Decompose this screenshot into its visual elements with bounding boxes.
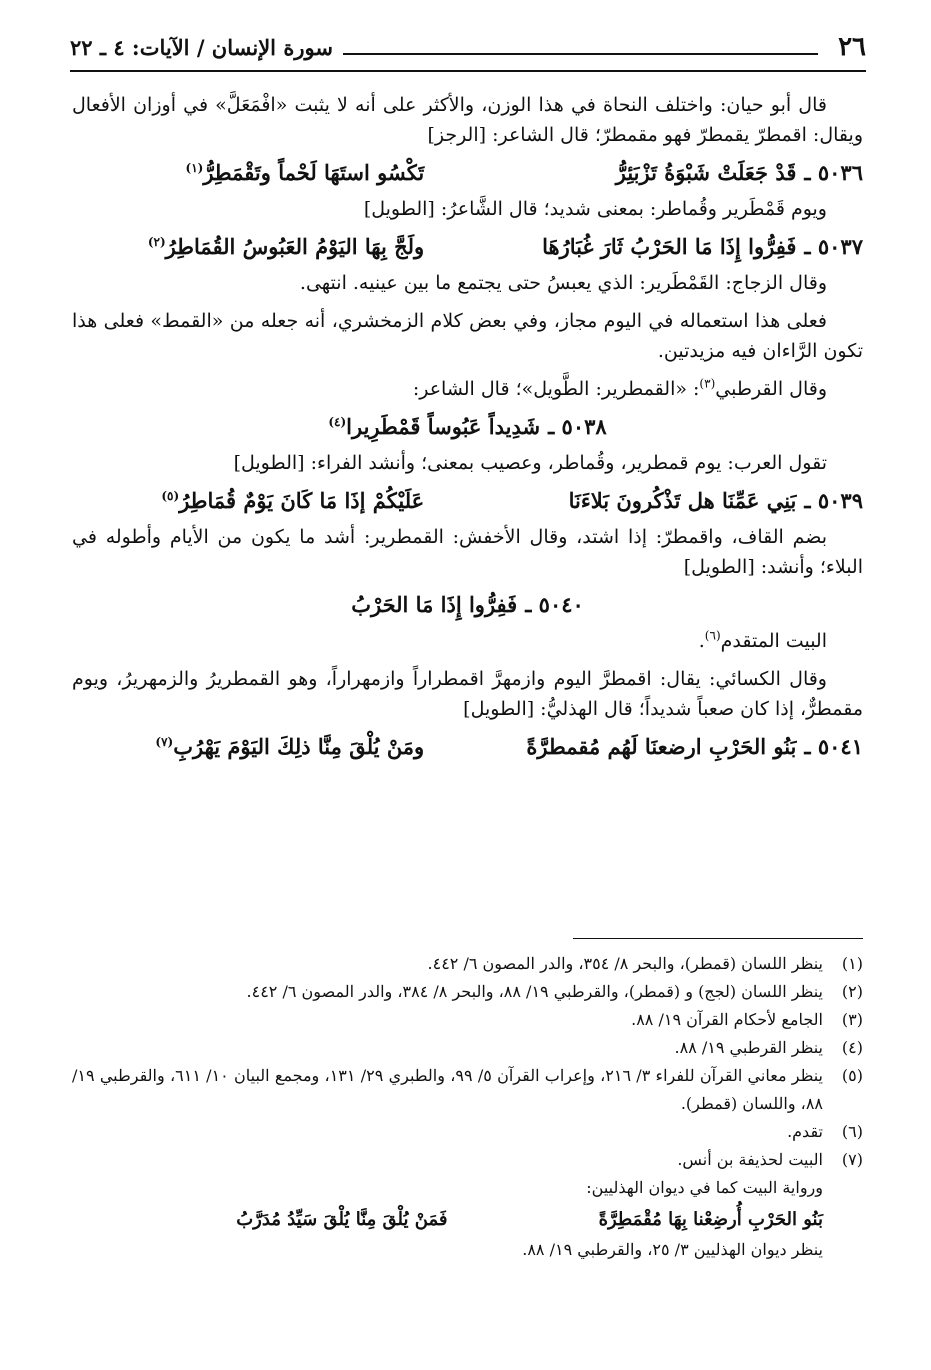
- verse-number: ٥٠٣٦ ـ: [804, 160, 863, 185]
- footnote-ref: (١): [185, 161, 204, 175]
- paragraph-8: البيت المتقدم$^{(٦)}$.: [698, 628, 827, 652]
- paragraph-6: تقول العرب: يوم قمطرير، وقُماطر، وعصيب بمعنى؛ وأنشد الفراء: [الطويل]: [233, 452, 827, 474]
- footnote-number: (٤): [841, 1038, 863, 1057]
- page-number: ٢٦: [838, 32, 866, 62]
- main-text: [72, 90, 863, 768]
- footnote-3: [72, 1006, 863, 1034]
- footnote-text: الجامع لأحكام القرآن ١٩/ ٨٨.: [631, 1010, 823, 1029]
- verse-hemistich-1: بَنُو الحَرْبِ أُرضِعْنا بِهَا مُقْمَطِرَّةً: [598, 1209, 823, 1230]
- footnote-7-verse: [72, 1206, 823, 1234]
- footnote-text: ينظر القرطبي ١٩/ ٨٨.: [674, 1038, 823, 1057]
- verse-5041: [72, 732, 863, 762]
- footnote-7: [72, 1146, 863, 1174]
- verse-5038: [72, 412, 863, 442]
- verse-hemistich-2: عَلَيْكُمْ إذَا مَا كَانَ يَوْمٌ قُمَاطِرُ$^{(٥)}$: [161, 488, 425, 513]
- paragraph-5: وقال القرطبي$^{(٣)}$: «القمطرير: الطَّويل»؛ قال الشاعر:: [412, 376, 827, 400]
- verse-number: ٥٠٣٩ ـ: [804, 488, 863, 513]
- verse-hemistich-2: ومَنْ يُلْقَ مِنَّا ذلِكَ اليَوْمَ يَهْرُبِ$^{(٧)}$: [155, 734, 425, 759]
- paragraph-3: وقال الزجاج: القَمْطَرير: الذي يعبسُ حتى يجتمع ما بين عينيه. انتهى.: [299, 272, 827, 294]
- footnote-rule: [573, 938, 863, 939]
- footnote-number: (٥): [841, 1066, 863, 1085]
- verse-hemistich-1: بَنُو الحَرْبِ ارضعنَا لَهُم مُقمطرَّةً: [526, 734, 797, 759]
- footnote-text: ينظر اللسان (قمطر)، والبحر ٨/ ٣٥٤، والدر المصون ٦/ ٤٤٢.: [427, 954, 823, 973]
- footnote-ref: (٣): [699, 376, 716, 391]
- footnote-ref: (٦): [704, 628, 721, 643]
- verse-number: ٥٠٤٠ ـ: [525, 592, 584, 617]
- footnote-5: [72, 1062, 863, 1118]
- footnote-2: [72, 978, 863, 1006]
- footnote-number: (٧): [841, 1150, 863, 1169]
- paragraph-9: وقال الكسائي: يقال: اقمطرَّ اليوم وازمهرَّ اقمطراراً وازمهراراً، وهو القمطريرُ والزمهريرُ، ويوم مقمطرٌّ، إذا كان صعباً شديداً؛ قال الهذليُّ: [الطويل]: [72, 668, 863, 720]
- footnote-ref: (٧): [155, 735, 174, 749]
- header-title: سورة الإنسان / الآيات: ٤ ـ ٢٢: [70, 34, 333, 60]
- verse-hemistich-1: فَفِرُّوا إِذَا مَا الحَرْبُ ثَارَ غُبَارُهَا: [542, 234, 797, 259]
- footnote-text: تقدم.: [787, 1122, 823, 1141]
- header-rule: [70, 70, 866, 72]
- footnote-text: ينظر اللسان (لجج) و (قمطر)، والقرطبي ١٩/ ٨٨، والبحر ٨/ ٣٨٤، والدر المصون ٦/ ٤٤٢.: [246, 982, 823, 1001]
- verse-hemistich-1: بَنِي عَمِّنَا هل تَذْكُرونَ بَلاءَنَا: [568, 488, 797, 513]
- running-header: [70, 30, 866, 64]
- footnote-4: [72, 1034, 863, 1062]
- footnote-ref: (٥): [161, 489, 180, 503]
- verse-number: ٥٠٣٨ ـ: [548, 414, 607, 439]
- verse-hemistich-1: قَدْ جَعَلَتْ شَبْوَةُ تَزْبَئِرُّ: [615, 160, 797, 185]
- footnote-number: (١): [841, 954, 863, 973]
- footnote-ref: (٢): [147, 235, 166, 249]
- footnote-7-variant-intro: ورواية البيت كما في ديوان الهذليين:: [586, 1178, 823, 1197]
- verse-hemistich-2: ولَجَّ بِهَا اليَوْمُ العَبُوسُ القُمَاطِرُ$^{(٢)}$: [147, 234, 425, 259]
- verse-5037: [72, 232, 863, 262]
- footnote-number: (٣): [841, 1010, 863, 1029]
- footnote-7-source: ينظر ديوان الهذليين ٣/ ٢٥، والقرطبي ١٩/ ٨٨.: [522, 1240, 823, 1259]
- verse-5039: [72, 486, 863, 516]
- paragraph-2: ويوم قَمْطَرير وقُماطر: بمعنى شديد؛ قال الشَّاعرُ: [الطويل]: [363, 198, 827, 220]
- footnote-number: (٢): [841, 982, 863, 1001]
- footnote-ref: (٤): [328, 415, 347, 429]
- footnote-1: [72, 950, 863, 978]
- footnotes: [72, 950, 863, 1264]
- paragraph-1: قال أبو حيان: واختلف النحاة في هذا الوزن، والأكثر على أنه لا يثبت «افْمَعَلَّ» في أوزان الأفعال ويقال: اقمطرّ يقمطرّ فهو مقمطرّ؛ قال الشاعر: [الرجز]: [72, 94, 863, 146]
- footnote-text: ينظر معاني القرآن للفراء ٣/ ٢١٦، وإعراب القرآن ٥/ ٩٩، والطبري ٢٩/ ١٣١، ومجمع البيان ١٠/ ٦١١، والقرطبي ١٩/ ٨٨، واللسان (قمطر).: [72, 1066, 824, 1113]
- header-line: [343, 39, 818, 55]
- paragraph-4: فعلى هذا استعماله في اليوم مجاز، وفي بعض كلام الزمخشري، أنه جعله من «القمط» فعلى هذا تكون الرَّاءان فيه مزيدتين.: [72, 310, 863, 362]
- verse-hemistich-2: فَمَنْ يُلْقَ مِنَّا يُلْقَ سَيِّدُ مُدَرَّبُ: [236, 1209, 448, 1230]
- footnote-6: [72, 1118, 863, 1146]
- verse-5036: [72, 158, 863, 188]
- verse-5040: [72, 590, 863, 620]
- footnote-number: (٦): [841, 1122, 863, 1141]
- verse-hemistich-1: فَفِرُّوا إِذَا مَا الحَرْبُ: [351, 592, 518, 617]
- footnote-text: البيت لحذيفة بن أنس.: [677, 1150, 823, 1169]
- paragraph-7: بضم القاف، واقمطرّ: إذا اشتد، وقال الأخفش: القمطرير: أشد ما يكون من الأيام وأطوله في البلاء؛ وأنشد: [الطويل]: [72, 526, 863, 578]
- verse-hemistich-2: تَكْسُو استَهَا لَحْماً وتَقْمَطِرُّ$^{(١)}$: [185, 160, 425, 185]
- verse-number: ٥٠٤١ ـ: [804, 734, 863, 759]
- verse-number: ٥٠٣٧ ـ: [804, 234, 863, 259]
- verse-hemistich-1: شَدِيداً عَبُوساً قَمْطَرِيرا$^{(٤)}$: [328, 414, 541, 439]
